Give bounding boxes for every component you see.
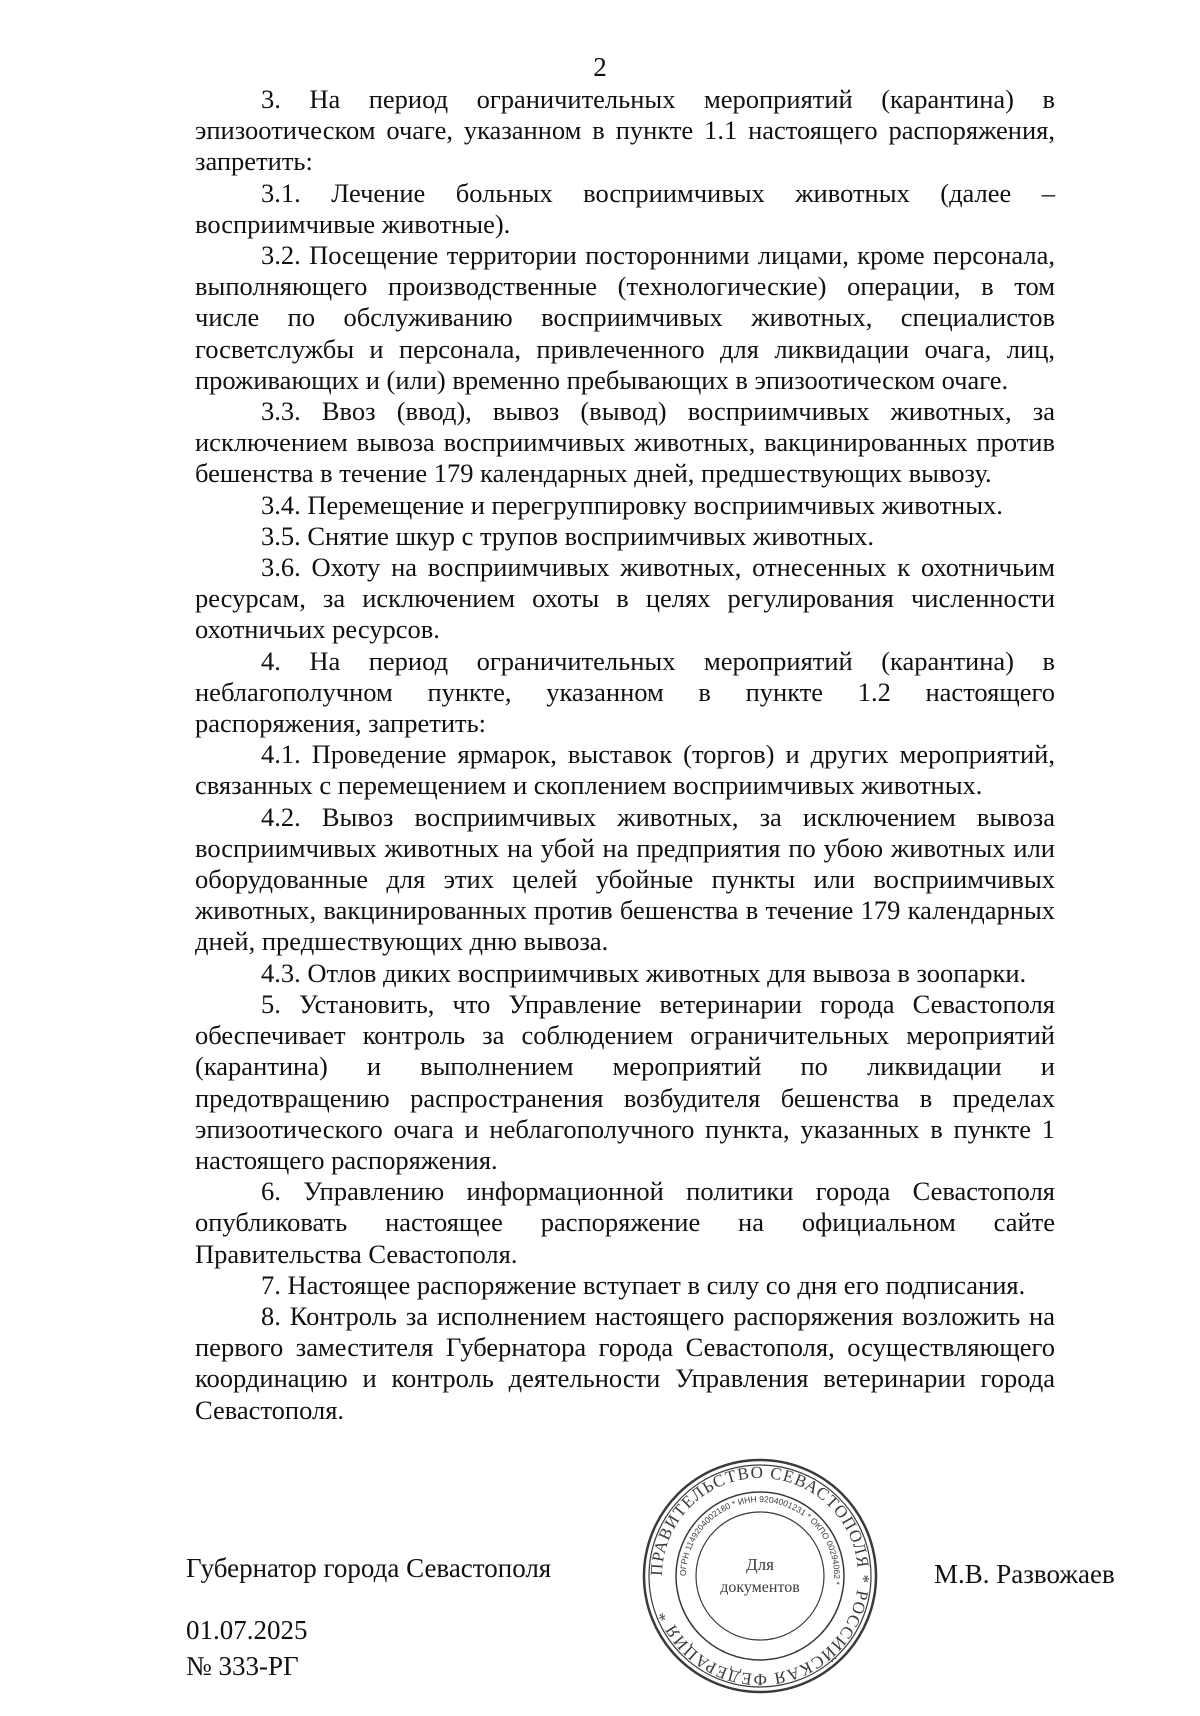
paragraph-5: 5. Установить, что Управление ветеринарии города Севастополя обеспечивает контроль за соблюдением ограничительных мероприятий (карантина) и выполнением мероприятий по ликвидации и предотвращению распространения возбудителя бешенства в пределах эпизоотического очага и неблагополучного пункта, указанных в пункте 1 настоящего распоряжения.	[195, 988, 1055, 1175]
paragraph-7: 7. Настоящее распоряжение вступает в силу со дня его подписания.	[261, 1269, 1026, 1300]
paragraph-4-2: 4.2. Вывоз восприимчивых животных, за исключением вывоза восприимчивых животных на убой на предприятия по убою животных или оборудованные для этих целей убойные пункты или восприимчивых животных, вакцинированных против бешенства в течение 179 календарных дней, предшествующих дню вывоза.	[195, 801, 1055, 957]
paragraph-8: 8. Контроль за исполнением настоящего распоряжения возложить на первого заместителя Губернатора города Севастополя, осуществляющего координацию и контроль деятельности Управления ветеринарии города Севастополя.	[195, 1300, 1055, 1425]
paragraph-4-3: 4.3. Отлов диких восприимчивых животных для вывоза в зоопарки.	[261, 957, 1027, 988]
paragraph-3: 3. На период ограничительных мероприятий (карантина) в эпизоотическом очаге, указанном в пункте 1.1 настоящего распоряжения, запретить:	[195, 84, 1055, 177]
official-seal-icon	[640, 1456, 880, 1696]
paragraph-3-1: 3.1. Лечение больных восприимчивых животных (далее – восприимчивые животные).	[195, 177, 1055, 239]
document-date: 01.07.2025	[186, 1615, 308, 1645]
seal-inner-text: ОГРН 1149204002180 * ИНН 9204001231 * ОКПО 00294062 *	[677, 1493, 843, 1586]
paragraph-3-2: 3.2. Посещение территории посторонними лицами, кроме персонала, выполняющего производственные (технологические) операции, в том числе по обслуживанию восприимчивых животных, специалистов госветслужбы и персонала, привлеченного для ликвидации очага, лиц, проживающих и (или) временно пребывающих в эпизоотическом очаге.	[195, 240, 1055, 395]
seal-center-text-2: документов	[720, 1579, 800, 1596]
seal-center-text: Для	[746, 1555, 774, 1574]
paragraph-4: 4. На период ограничительных мероприятий (карантина) в неблагополучном пункте, указанном в пункте 1.2 настоящего распоряжения, запретить:	[195, 645, 1055, 739]
paragraph-3-4: 3.4. Перемещение и перегруппировку восприимчивых животных.	[261, 489, 1003, 520]
paragraph-6: 6. Управлению информационной политики города Севастополя опубликовать настоящее распоряжение на официальном сайте Правительства Севастополя.	[195, 1176, 1055, 1269]
paragraph-3-5: 3.5. Снятие шкур с трупов восприимчивых животных.	[261, 520, 875, 551]
seal-outer-text: ПРАВИТЕЛЬСТВО СЕВАСТОПОЛЯ * РОССИЙСКАЯ ФЕДЕРАЦИЯ *	[646, 1462, 874, 1690]
page-number: 2	[593, 52, 607, 82]
paragraph-3-3: 3.3. Ввоз (ввод), вывоз (вывод) восприимчивых животных, за исключением вывоза восприимчивых животных, вакцинированных против бешенства в течение 179 календарных дней, предшествующих вывозу.	[195, 396, 1055, 489]
signatory-title: Губернатор города Севастополя	[186, 1553, 552, 1583]
signatory-name: М.В. Развожаев	[934, 1559, 1115, 1589]
paragraph-4-1: 4.1. Проведение ярмарок, выставок (торгов) и других мероприятий, связанных с перемещением и скоплением восприимчивых животных.	[195, 739, 1055, 801]
paragraph-3-6: 3.6. Охоту на восприимчивых животных, отнесенных к охотничьим ресурсам, за исключением охоты в целях регулирования численности охотничьих ресурсов.	[195, 552, 1055, 645]
document-body	[195, 84, 1055, 1426]
document-number: № 333-РГ	[186, 1651, 299, 1681]
